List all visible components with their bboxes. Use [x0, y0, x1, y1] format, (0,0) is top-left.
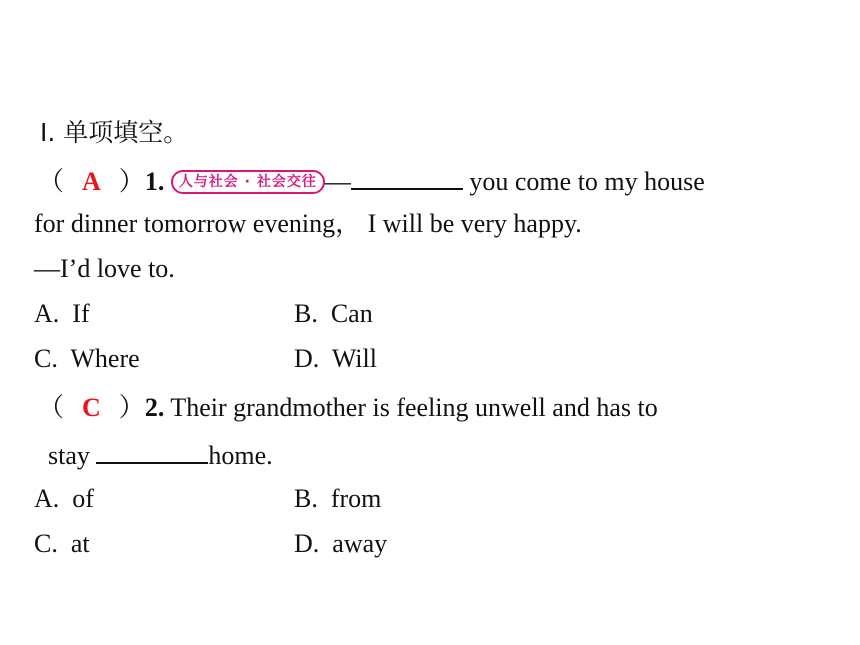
option-text: at	[70, 529, 90, 558]
answer-2: C	[82, 393, 101, 422]
option-label: D.	[294, 344, 320, 373]
q2-option-d	[294, 529, 387, 559]
question-2-line-1	[38, 393, 658, 423]
option-text: from	[330, 484, 382, 513]
question-1-line-3: —I’d love to.	[34, 254, 175, 283]
blank-2	[96, 438, 208, 464]
question-2-text-after: home.	[208, 441, 273, 470]
option-label: B.	[294, 299, 318, 328]
option-label: B.	[294, 484, 318, 513]
option-label: A.	[34, 299, 60, 328]
question-1-number: 1.	[144, 167, 165, 196]
q1-option-c	[34, 344, 140, 374]
q1-option-a	[34, 299, 90, 329]
question-2-number: 2.	[144, 393, 165, 422]
question-2-line-2	[48, 438, 273, 471]
option-label: D.	[294, 529, 320, 558]
answer-paren-open: （	[38, 393, 65, 422]
answer-paren-close: ）	[118, 167, 145, 196]
option-text: Where	[70, 344, 140, 373]
question-2-text: Their grandmother is feeling unwell and has to	[164, 393, 658, 422]
option-label: A.	[34, 484, 60, 513]
option-text: Can	[330, 299, 373, 328]
option-text: of	[72, 484, 94, 513]
answer-paren-open: （	[38, 167, 65, 196]
blank-1	[351, 164, 463, 190]
section-heading: Ⅰ. 单项填空。	[40, 118, 189, 147]
option-text: away	[332, 529, 388, 558]
option-text: If	[72, 299, 90, 328]
dash: —	[324, 167, 351, 196]
answer-paren-close: ）	[118, 393, 145, 422]
q2-option-a	[34, 484, 94, 514]
option-label: C.	[34, 344, 58, 373]
question-1-line-2: for dinner tomorrow evening， I will be very happy.	[34, 209, 582, 238]
option-label: C.	[34, 529, 58, 558]
option-text: Will	[331, 344, 377, 373]
question-1-text: you come to my house	[462, 167, 705, 196]
answer-1: A	[82, 167, 101, 196]
question-2-text-before: stay	[48, 441, 97, 470]
question-1-line-1	[38, 164, 705, 197]
q2-option-c	[34, 529, 90, 559]
q1-option-b	[294, 299, 373, 329]
q2-option-b	[294, 484, 381, 514]
topic-badge: 人与社会 · 社会交往	[171, 170, 325, 194]
q1-option-d	[294, 344, 377, 374]
